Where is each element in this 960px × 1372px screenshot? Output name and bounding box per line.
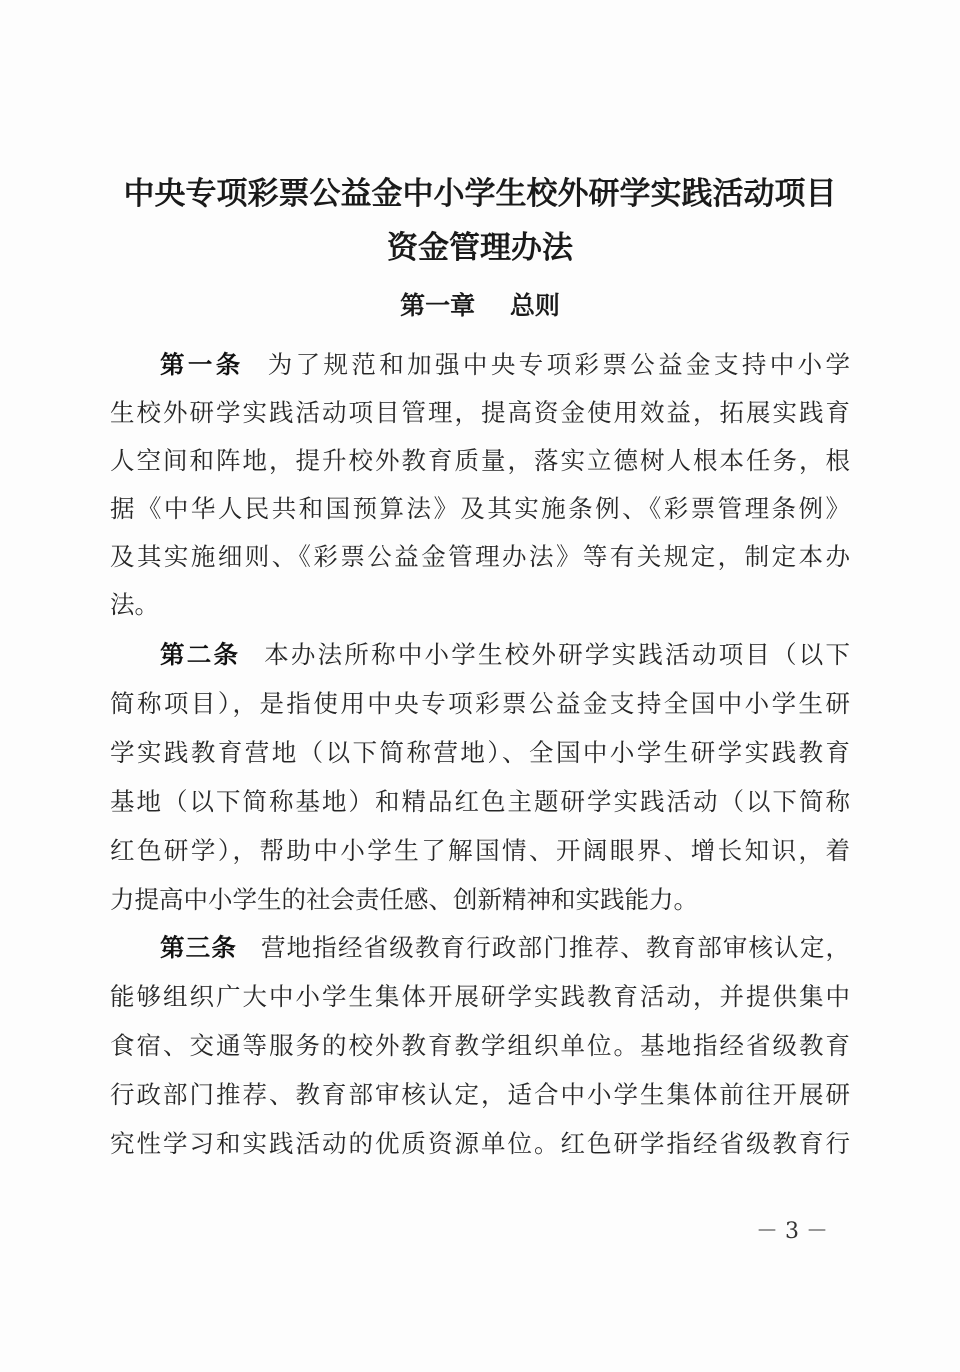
article-1-label: 第一条: [160, 350, 244, 379]
article-2-label: 第二条: [160, 640, 241, 669]
article-3-line-3: 食宿、交通等服务的校外教育教学组织单位。基地指经省级教育: [110, 1031, 850, 1060]
article-3-label: 第三条: [160, 933, 237, 962]
document-title-line-2: 资金管理办法: [387, 230, 573, 266]
page-number: － 3 －: [756, 1219, 828, 1244]
article-2-line-4: 基地（以下简称基地）和精品红色主题研学实践活动（以下简称: [110, 787, 850, 816]
article-1-line-4: 据《中华人民共和国预算法》及其实施条例、《彩票管理条例》: [110, 494, 850, 523]
article-2-text: 本办法所称中小学生校外研学实践活动项目（以下: [264, 640, 850, 669]
article-3-line-2: 能够组织广大中小学生集体开展研学实践教育活动，并提供集中: [110, 982, 850, 1011]
article-2-line-6: 力提高中小学生的社会责任感、创新精神和实践能力。: [110, 885, 698, 914]
article-3-line-4: 行政部门推荐、教育部审核认定，适合中小学生集体前往开展研: [110, 1080, 850, 1109]
article-1-line-3: 人空间和阵地，提升校外教育质量，落实立德树人根本任务，根: [110, 446, 850, 475]
article-1-line-2: 生校外研学实践活动项目管理，提高资金使用效益，拓展实践育: [110, 398, 850, 427]
article-2-line-5: 红色研学），帮助中小学生了解国情、开阔眼界、增长知识，着: [110, 836, 850, 865]
article-3-line-5: 究性学习和实践活动的优质资源单位。红色研学指经省级教育行: [110, 1129, 850, 1158]
article-1-line-6: 法。: [110, 590, 159, 619]
article-2-line-1: [160, 640, 850, 670]
article-1-line-5: 及其实施细则、《彩票公益金管理办法》等有关规定，制定本办: [110, 542, 850, 571]
article-2-line-2: 简称项目），是指使用中央专项彩票公益金支持全国中小学生研: [110, 689, 850, 718]
article-1-text: 为了规范和加强中央专项彩票公益金支持中小学: [267, 350, 851, 379]
article-2-line-3: 学实践教育营地（以下简称营地）、全国中小学生研学实践教育: [110, 738, 850, 767]
chapter-heading: 第一章 总则: [400, 291, 560, 320]
article-3-text: 营地指经省级教育行政部门推荐、教育部审核认定，: [260, 933, 851, 962]
article-3-line-1: [160, 933, 850, 963]
document-title-line-1: 中央专项彩票公益金中小学生校外研学实践活动项目: [123, 176, 837, 212]
article-1-line-1: [160, 350, 850, 380]
